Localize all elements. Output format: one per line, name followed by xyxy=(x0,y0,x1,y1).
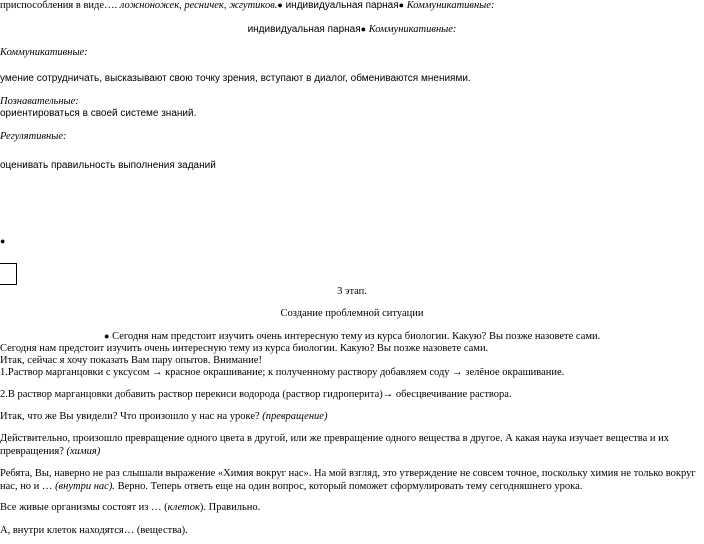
intro-line xyxy=(0,0,494,13)
paragraph: Сегодня нам предстоит изучить очень интересную тему из курса биологии. Какую? Вы позже назовете сами. xyxy=(0,343,489,354)
paragraph: 1.Раствор марганцовки с уксусом → красное окрашивание; к полученному раствору добавляем соду → зелёное окрашивание. xyxy=(0,367,565,378)
italic-fragment: (превращение) xyxy=(262,411,328,422)
stage-title: 3 этап. xyxy=(337,286,367,297)
bullet-icon: ● xyxy=(0,236,6,246)
stage-subtitle: Создание проблемной ситуации xyxy=(280,308,424,319)
pair-work-label: индивидуальная парная xyxy=(247,24,361,35)
text-fragment: Все живые организмы состоят из … ( xyxy=(0,502,168,513)
paragraph xyxy=(0,502,260,515)
bullet-icon: ● xyxy=(104,331,110,341)
italic-fragment: клеток xyxy=(167,502,200,513)
centered-pair-line xyxy=(0,24,704,37)
intro-bullet-line xyxy=(104,331,600,344)
italic-fragment: (внутри нас). xyxy=(55,480,115,492)
italic-fragment: ложноножек, ресничек, жгутиков. xyxy=(119,0,278,11)
regulatory-heading: Регулятивные: xyxy=(0,131,67,142)
paragraph xyxy=(0,468,700,493)
bullet-icon: ● xyxy=(360,24,367,34)
paragraph xyxy=(0,411,327,424)
communicative-heading: Коммуникативные: xyxy=(0,47,88,58)
regulatory-text: оценивать правильность выполнения заданий xyxy=(0,160,216,171)
paragraph: 2.В раствор марганцовки добавить раствор перекиси водорода (раствор гидроперита)→ обесцвечивание раствора. xyxy=(0,389,512,400)
paragraph: А, внутри клеток находятся… (вещества). xyxy=(0,525,188,536)
bullet-icon: ● xyxy=(398,0,405,10)
communicative-text: умение сотрудничать, высказывают свою точку зрения, вступают в диалог, обмениваются мнениями. xyxy=(0,73,471,84)
paragraph xyxy=(0,433,700,458)
italic-fragment: (химия) xyxy=(66,445,101,457)
cognitive-text: ориентироваться в своей системе знаний. xyxy=(0,108,197,119)
text-fragment: ). Правильно. xyxy=(199,502,261,513)
communicative-label: Коммуникативные: xyxy=(404,0,495,11)
text-fragment: Итак, что же Вы увидели? Что произошло у нас на уроке? xyxy=(0,411,263,422)
text-fragment: приспособления в виде…. xyxy=(0,0,120,11)
communicative-label: Коммуникативные: xyxy=(366,24,457,35)
cognitive-heading: Познавательные: xyxy=(0,96,79,107)
intro-bullet-text: Сегодня нам предстоит изучить очень интересную тему из курса биологии. Какую? Вы позже назовете сами. xyxy=(109,331,601,342)
paragraph: Итак, сейчас я хочу показать Вам пару опытов. Внимание! xyxy=(0,355,262,366)
text-fragment: Верно. Теперь ответь еще на один вопрос, который поможет сформулировать тему сегодняшнего урока. xyxy=(114,480,583,492)
empty-cell-box xyxy=(0,263,17,285)
text-fragment: Ребята, Вы, наверно не раз слышали выражение «Химия вокруг нас». На мой взгляд, это утверждение не совсем точное, поскольку химия не только вокруг нас, но и … xyxy=(0,468,696,492)
bullet-icon: ● xyxy=(277,0,283,10)
text-fragment: Действительно, произошло превращение одного цвета в другой, или же превращение одного вещества в другое. А какая наука изучает вещества и их превращения? xyxy=(0,433,669,457)
pair-work-label: индивидуальная парная xyxy=(282,0,399,11)
